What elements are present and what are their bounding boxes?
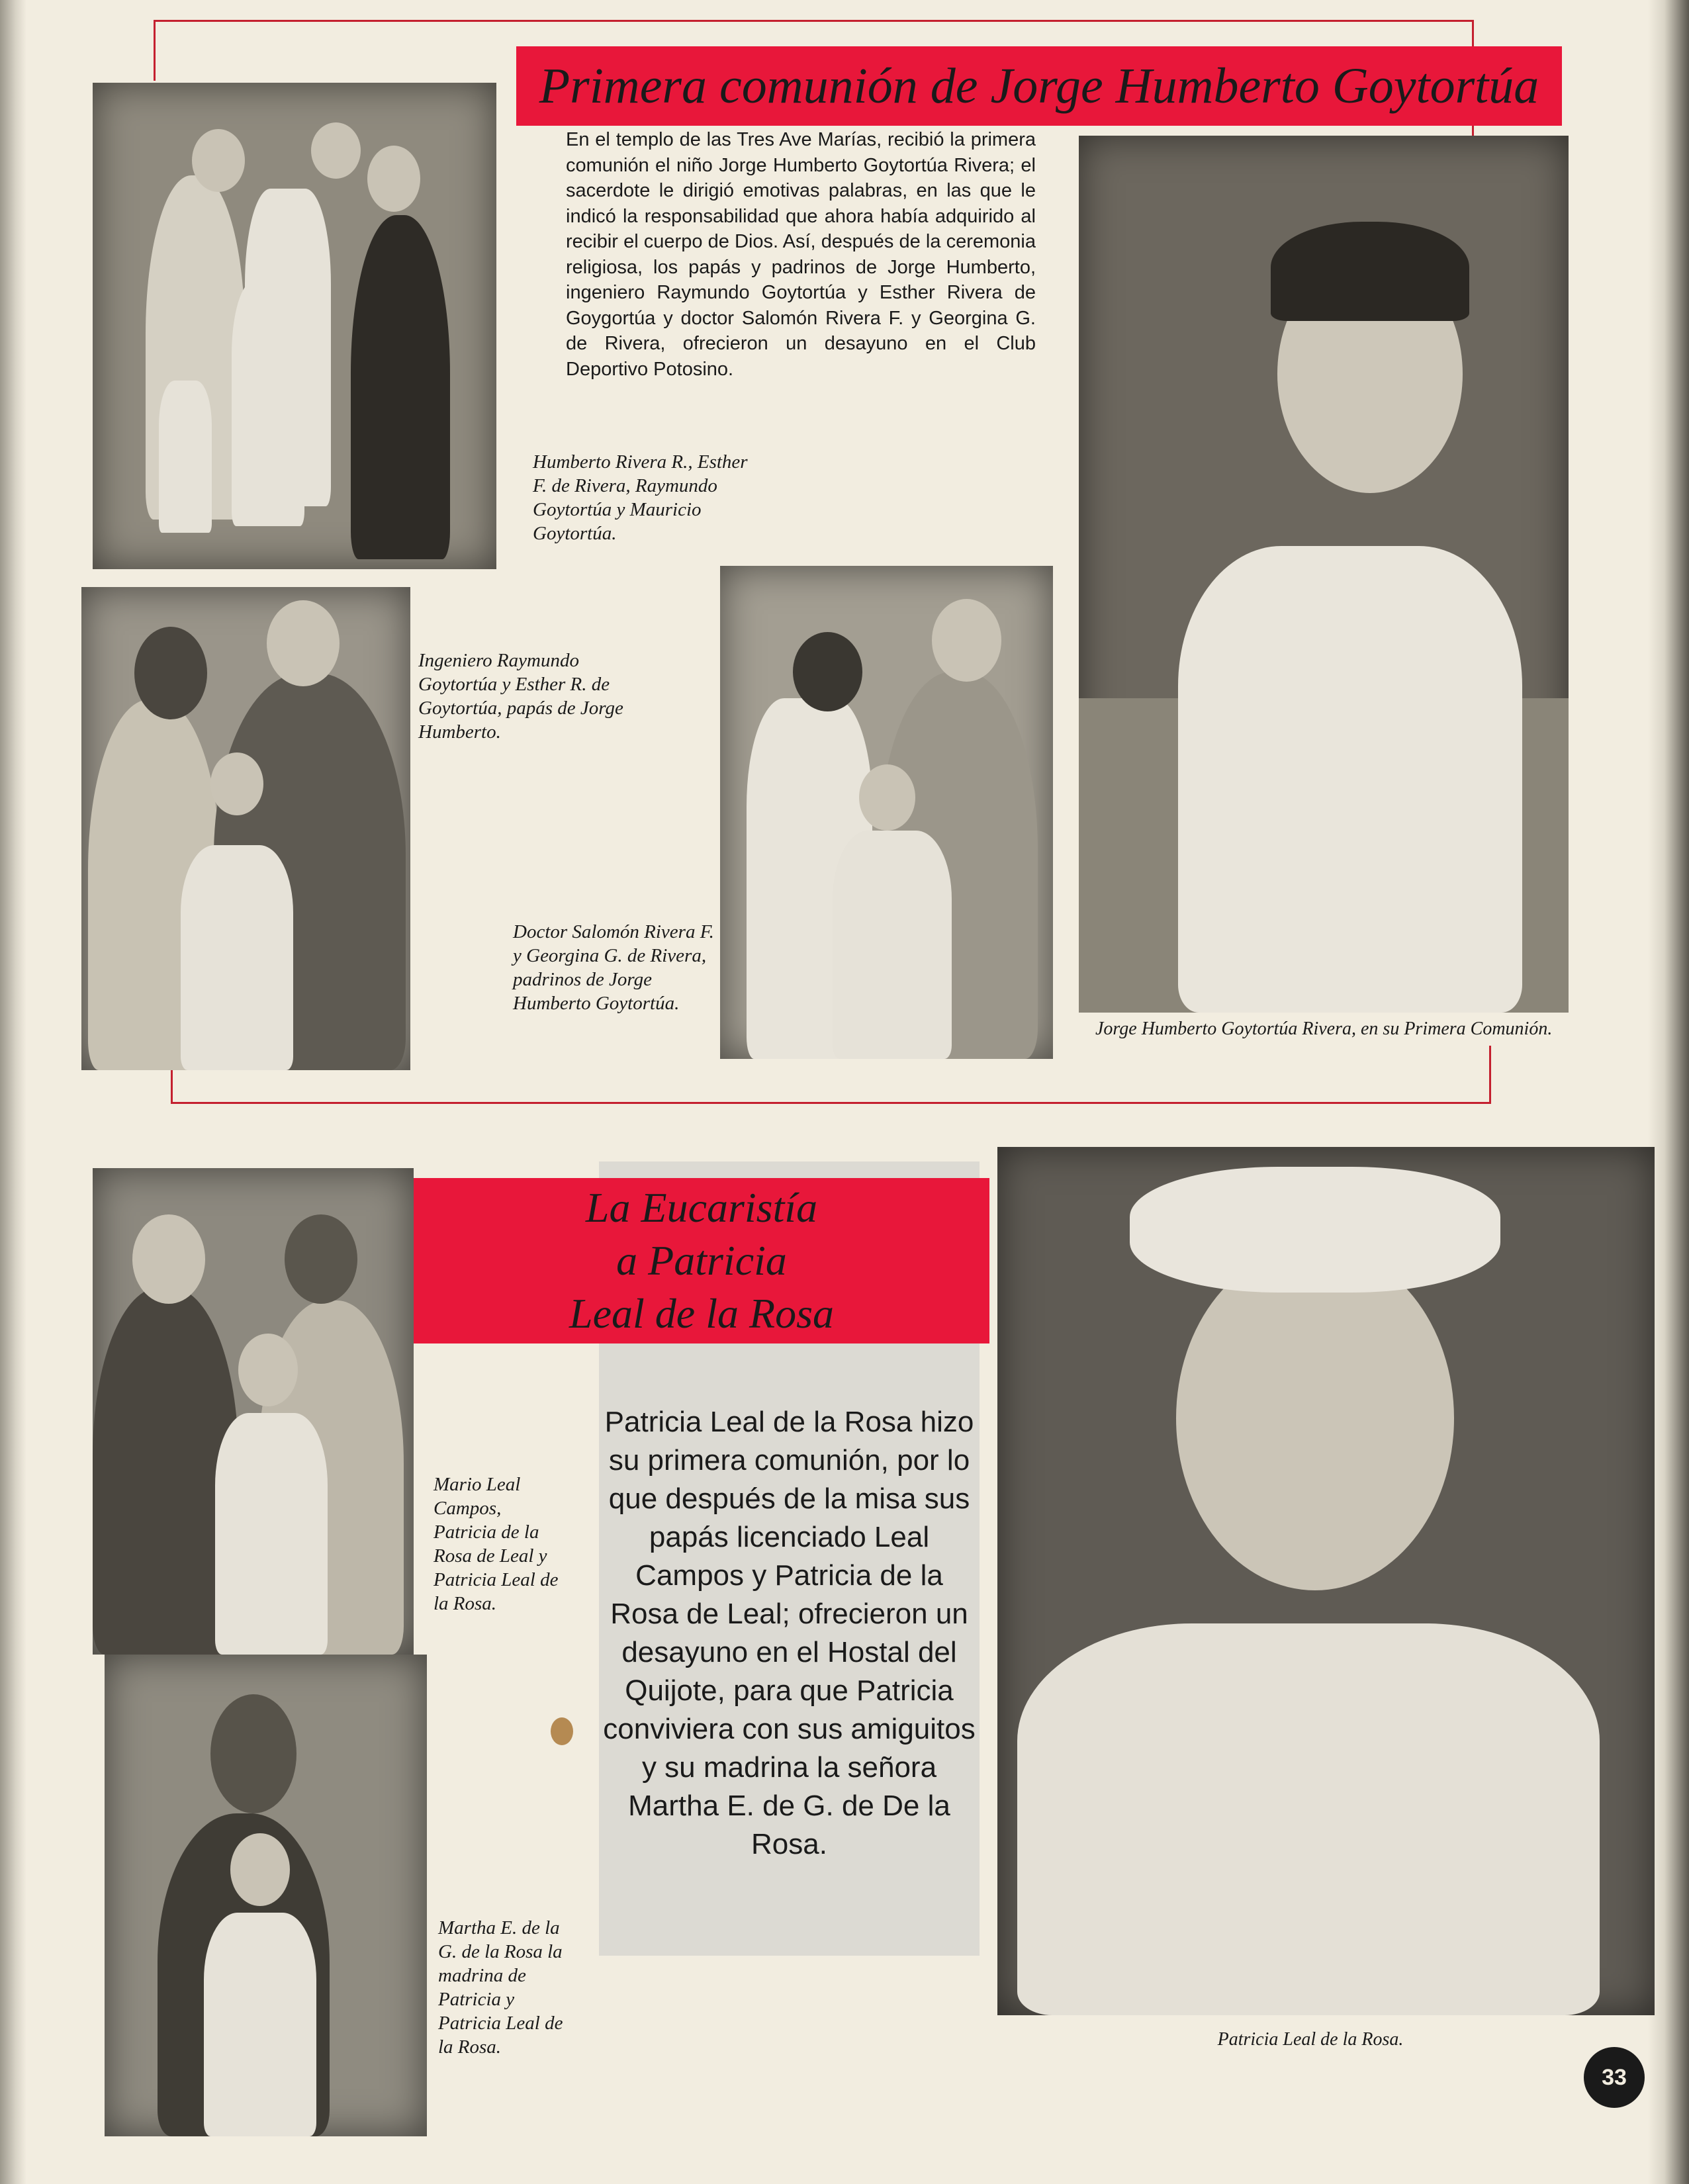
photo-family-group xyxy=(93,83,496,569)
caption-parents: Ingeniero Raymundo Goytortúa y Esther R. de Goytortúa, papás de Jorge Humberto. xyxy=(418,650,623,743)
caption-godparents: Doctor Salomón Rivera F. y Georgina G. de Rivera, padrinos de Jorge Humberto Goytortúa. xyxy=(513,921,714,1014)
section2-title-line-3: Leal de la Rosa xyxy=(569,1290,834,1337)
frame-bottom-right-line xyxy=(1489,1046,1491,1104)
frame-left-line xyxy=(154,20,156,81)
section2-body-text: Patricia Leal de la Rosa hizo su primera comunión, por lo que después de la misa sus papás licenciado Leal Campos y Patricia de la Rosa de Leal; ofrecieron un desayuno en el Hostal del Quijote, para que Patricia conviviera con sus amiguitos y su madrina la señora Martha E. de G. de De la Rosa. xyxy=(603,1406,976,1860)
photo-godmother xyxy=(105,1655,427,2136)
photo-jorge-portrait xyxy=(1079,136,1569,1013)
photo-godparents xyxy=(720,566,1053,1059)
section2-title-line-1: La Eucaristía xyxy=(585,1184,818,1231)
section1-title: Primera comunión de Jorge Humberto Goytortúa xyxy=(539,58,1539,114)
paper-stain xyxy=(551,1717,573,1745)
page-number-badge xyxy=(1584,2047,1645,2108)
frame-top-line xyxy=(154,20,1474,22)
page-spine-shadow xyxy=(0,0,26,2184)
frame-bottom-left-line xyxy=(171,1069,173,1103)
page-number: 33 xyxy=(1602,2064,1627,2090)
section1-title-banner xyxy=(516,46,1562,126)
caption-patricia-portrait: Patricia Leal de la Rosa. xyxy=(1217,2029,1404,2050)
caption-family-group: Humberto Rivera R., Esther F. de Rivera, Raymundo Goytortúa y Mauricio Goytortúa. xyxy=(533,451,748,544)
caption-godmother: Martha E. de la G. de la Rosa la madrina de Patricia y Patricia Leal de la Rosa. xyxy=(438,1917,563,2058)
caption-leal-parents: Mario Leal Campos, Patricia de la Rosa de Leal y Patricia Leal de la Rosa. xyxy=(434,1474,559,1614)
caption-jorge-portrait: Jorge Humberto Goytortúa Rivera, en su Primera Comunión. xyxy=(1095,1019,1553,1039)
photo-patricia-portrait xyxy=(997,1147,1655,2015)
section2-title-line-2: a Patricia xyxy=(616,1237,787,1284)
frame-bottom-line xyxy=(171,1102,1491,1104)
section2-title-banner xyxy=(414,1178,989,1343)
photo-leal-parents xyxy=(93,1168,414,1655)
section1-body-text: En el templo de las Tres Ave Marías, recibió la primera comunión el niño Jorge Humberto Goytortúa Rivera; el sacerdote le dirigió emotivas palabras, en las que le indicó la responsabilidad que ahora había adquirido al recibir el cuerpo de Dios. Así, después de la ceremonia religiosa, los papás y padrinos de Jorge Humberto, ingeniero Raymundo Goytortúa y Esther Rivera de Goygortúa y doctor Salomón Rivera F. y Georgina G. de Rivera, ofrecieron un desayuno en el Club Deportivo Potosino. xyxy=(566,129,1036,380)
photo-parents xyxy=(81,587,410,1070)
